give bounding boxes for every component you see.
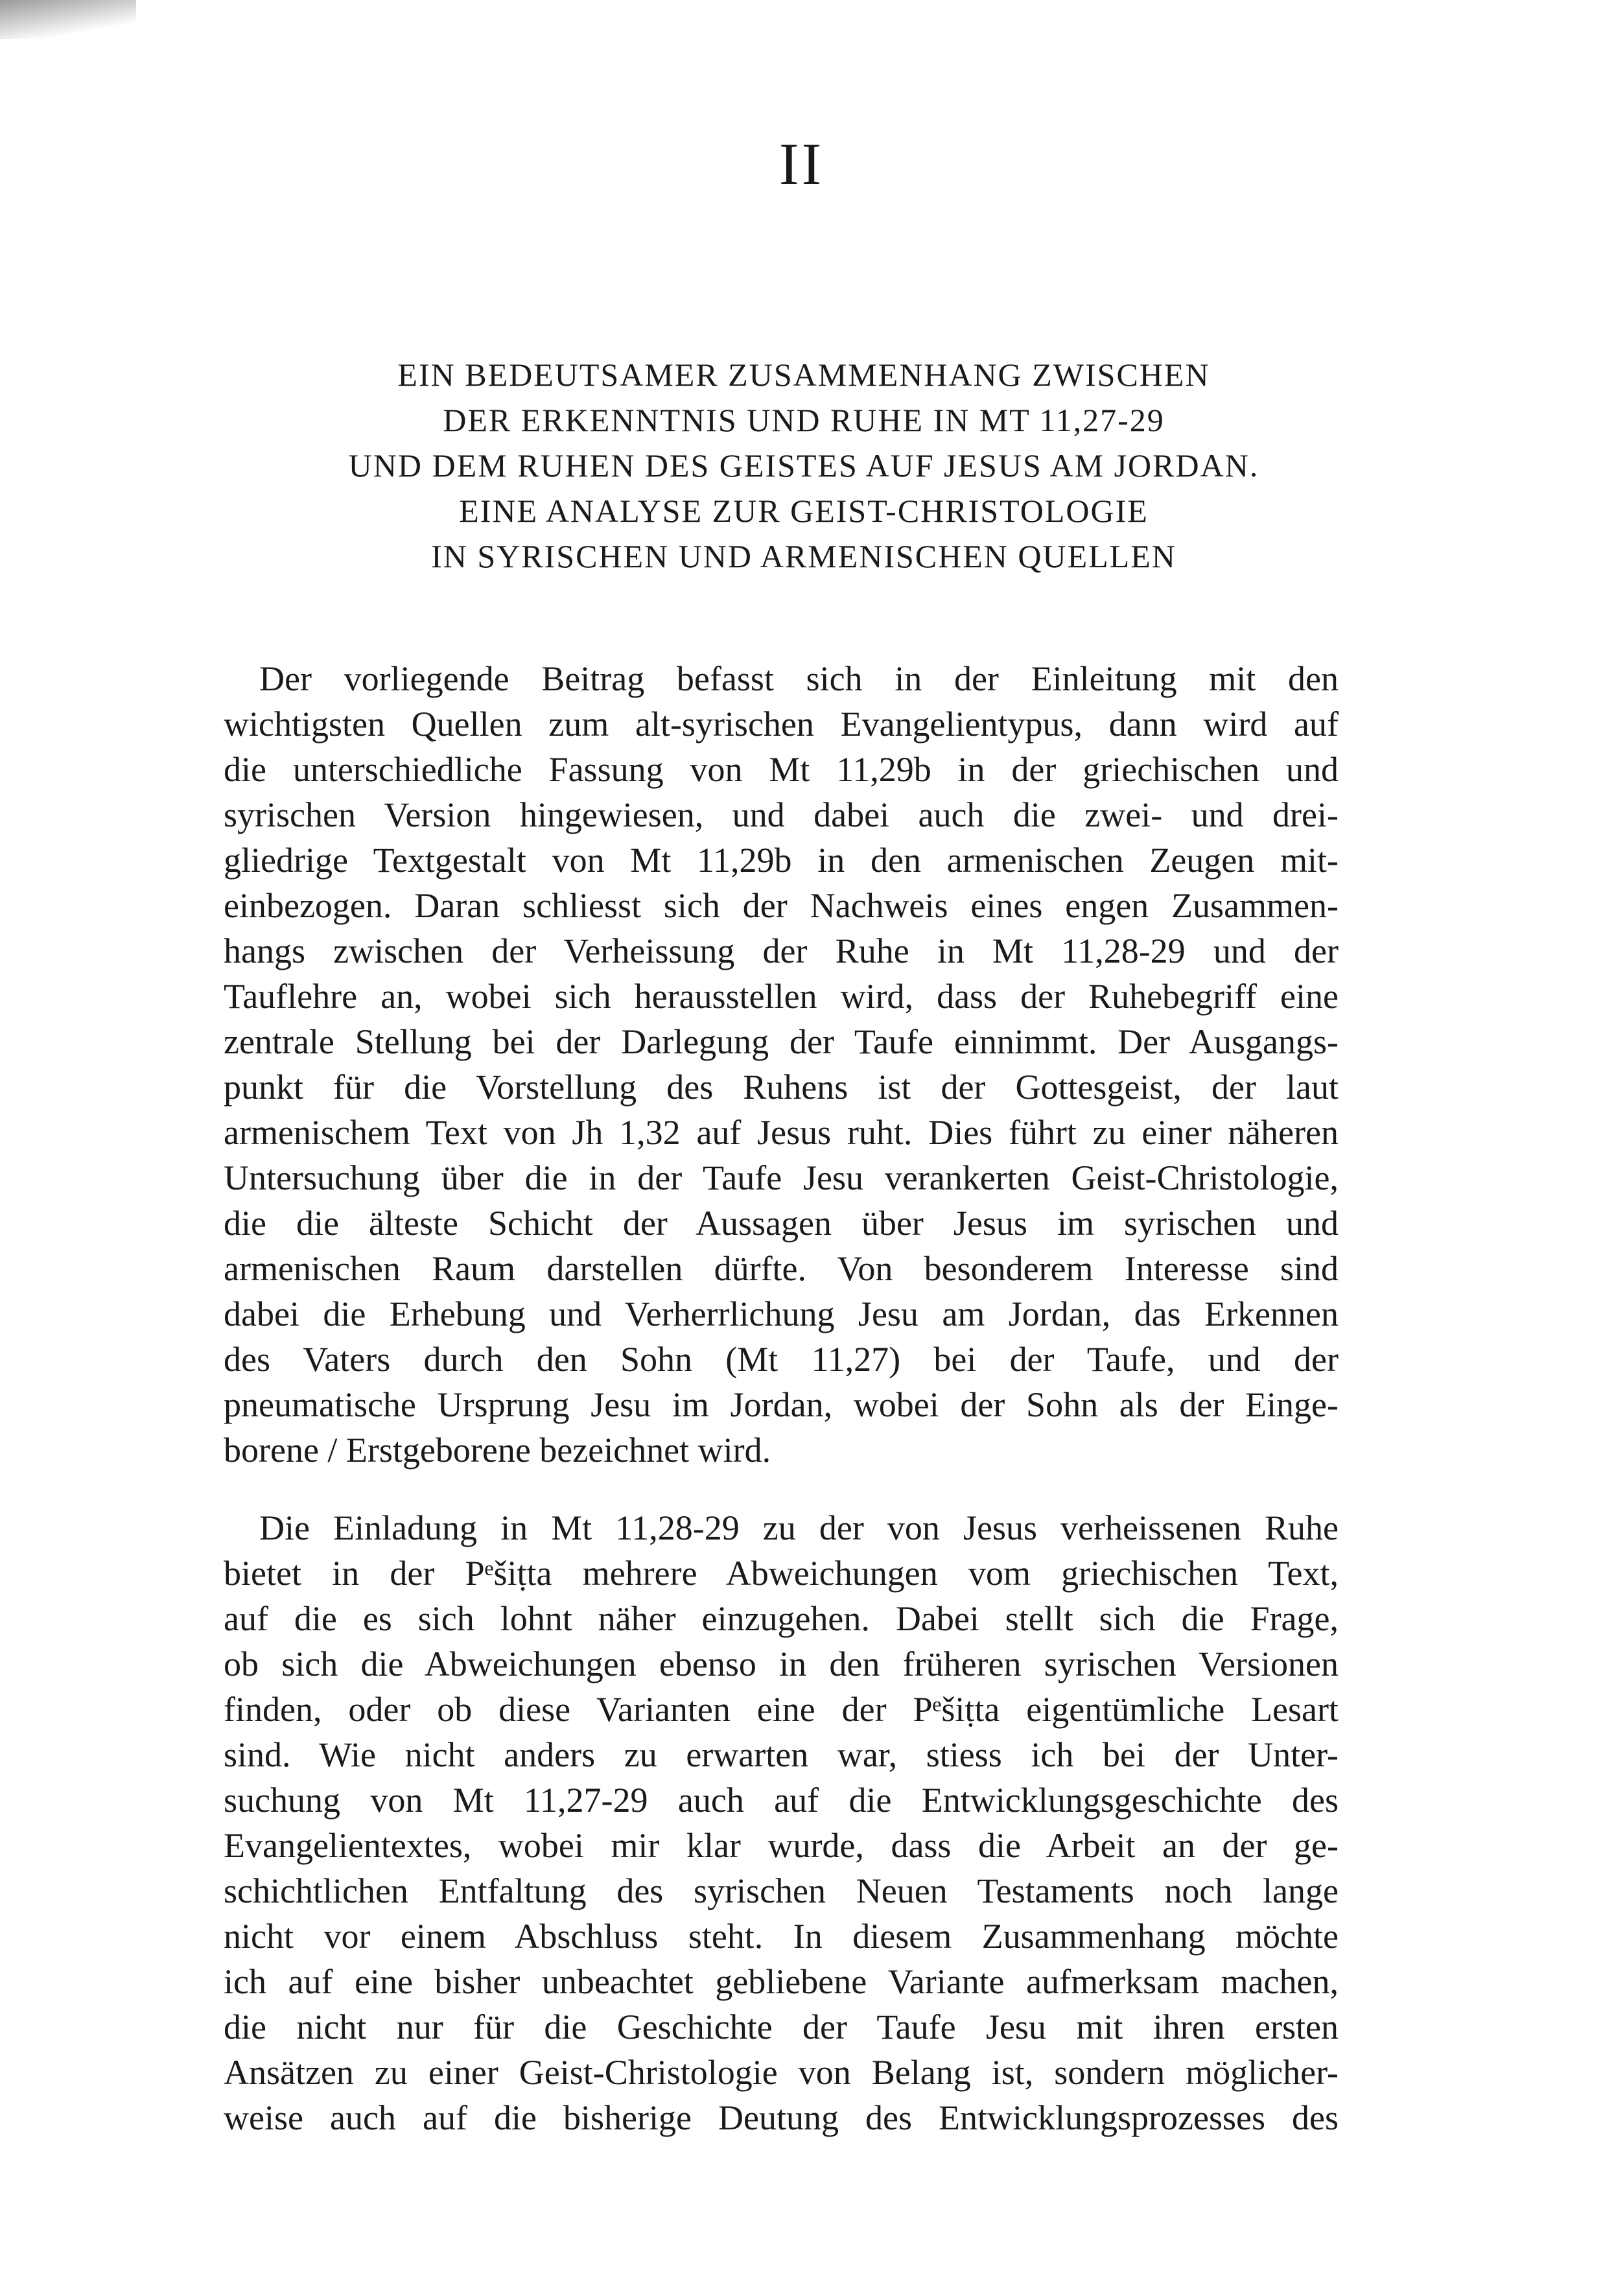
abstract-paragraph xyxy=(224,656,1339,1473)
text-line: syrischen Version hingewiesen, und dabei auch die zwei- und drei- xyxy=(224,795,1339,834)
text-line: nicht vor einem Abschluss steht. In diesem Zusammenhang möchte xyxy=(224,1917,1339,1956)
text-line: auf die es sich lohnt näher einzugehen. Dabei stellt sich die Frage, xyxy=(224,1599,1339,1638)
text-line: pneumatische Ursprung Jesu im Jordan, wobei der Sohn als der Einge- xyxy=(224,1385,1339,1424)
chapter-number: II xyxy=(778,131,825,197)
text-line: sind. Wie nicht anders zu erwarten war, stiess ich bei der Unter- xyxy=(224,1735,1339,1774)
scan-shadow xyxy=(0,0,136,39)
text-line: Tauflehre an, wobei sich herausstellen wird, dass der Ruhebegriff eine xyxy=(224,977,1339,1016)
text-line: Evangelientextes, wobei mir klar wurde, dass die Arbeit an der ge- xyxy=(224,1826,1339,1865)
text-line: weise auch auf die bisherige Deutung des Entwicklungsprozesses des xyxy=(224,2098,1339,2137)
text-line: hangs zwischen der Verheissung der Ruhe in Mt 11,28-29 und der xyxy=(224,931,1339,970)
title-line: EINE ANALYSE ZUR GEIST-CHRISTOLOGIE xyxy=(459,493,1149,529)
title-line: IN SYRISCHEN UND ARMENISCHEN QUELLEN xyxy=(431,538,1176,574)
text-line: finden, oder ob diese Varianten eine der Pᵉšiṭta eigentümliche Lesart xyxy=(224,1690,1339,1729)
text-line: des Vaters durch den Sohn (Mt 11,27) bei der Taufe, und der xyxy=(224,1340,1339,1379)
text-line: punkt für die Vorstellung des Ruhens ist der Gottesgeist, der laut xyxy=(224,1068,1339,1107)
text-line: zentrale Stellung bei der Darlegung der Taufe einnimmt. Der Ausgangs- xyxy=(224,1022,1339,1061)
text-line: ob sich die Abweichungen ebenso in den früheren syrischen Versionen xyxy=(224,1645,1339,1683)
text-line: armenischen Raum darstellen dürfte. Von besonderem Interesse sind xyxy=(224,1249,1339,1288)
text-line: Untersuchung über die in der Taufe Jesu verankerten Geist-Christologie, xyxy=(224,1158,1339,1197)
text-line: schichtlichen Entfaltung des syrischen Neuen Testaments noch lange xyxy=(224,1871,1339,1910)
title-line: DER ERKENNTNIS UND RUHE IN MT 11,27-29 xyxy=(443,402,1165,438)
text-line: die nicht nur für die Geschichte der Taufe Jesu mit ihren ersten xyxy=(224,2008,1339,2046)
text-line: borene / Erstgeborene bezeichnet wird. xyxy=(224,1431,771,1470)
text-line: gliedrige Textgestalt von Mt 11,29b in den armenischen Zeugen mit- xyxy=(224,841,1339,880)
text-line: Ansätzen zu einer Geist-Christologie von Belang ist, sondern möglicher- xyxy=(224,2053,1339,2092)
text-line: die unterschiedliche Fassung von Mt 11,29b in der griechischen und xyxy=(224,750,1339,789)
body-paragraph xyxy=(224,1505,1339,2140)
text-line: einbezogen. Daran schliesst sich der Nachweis eines engen Zusammen- xyxy=(224,886,1339,925)
text-line: die die älteste Schicht der Aussagen über Jesus im syrischen und xyxy=(224,1204,1339,1243)
text-line: dabei die Erhebung und Verherrlichung Jesu am Jordan, das Erkennen xyxy=(224,1294,1339,1333)
title-line: EIN BEDEUTSAMER ZUSAMMENHANG ZWISCHEN xyxy=(397,357,1210,393)
text-line: Der vorliegende Beitrag befasst sich in der Einleitung mit den xyxy=(259,659,1339,698)
text-line: suchung von Mt 11,27-29 auch auf die Entwicklungsgeschichte des xyxy=(224,1781,1339,1820)
text-line: wichtigsten Quellen zum alt-syrischen Evangelientypus, dann wird auf xyxy=(224,705,1339,744)
text-line: bietet in der Pᵉšiṭta mehrere Abweichungen vom griechischen Text, xyxy=(224,1554,1339,1593)
text-line: ich auf eine bisher unbeachtet gebliebene Variante aufmerksam machen, xyxy=(224,1962,1339,2001)
text-line: Die Einladung in Mt 11,28-29 zu der von Jesus verheissenen Ruhe xyxy=(259,1508,1339,1547)
text-line: armenischem Text von Jh 1,32 auf Jesus ruht. Dies führt zu einer näheren xyxy=(224,1113,1339,1152)
chapter-title xyxy=(194,352,1413,579)
title-line: UND DEM RUHEN DES GEISTES AUF JESUS AM JORDAN. xyxy=(348,447,1259,484)
